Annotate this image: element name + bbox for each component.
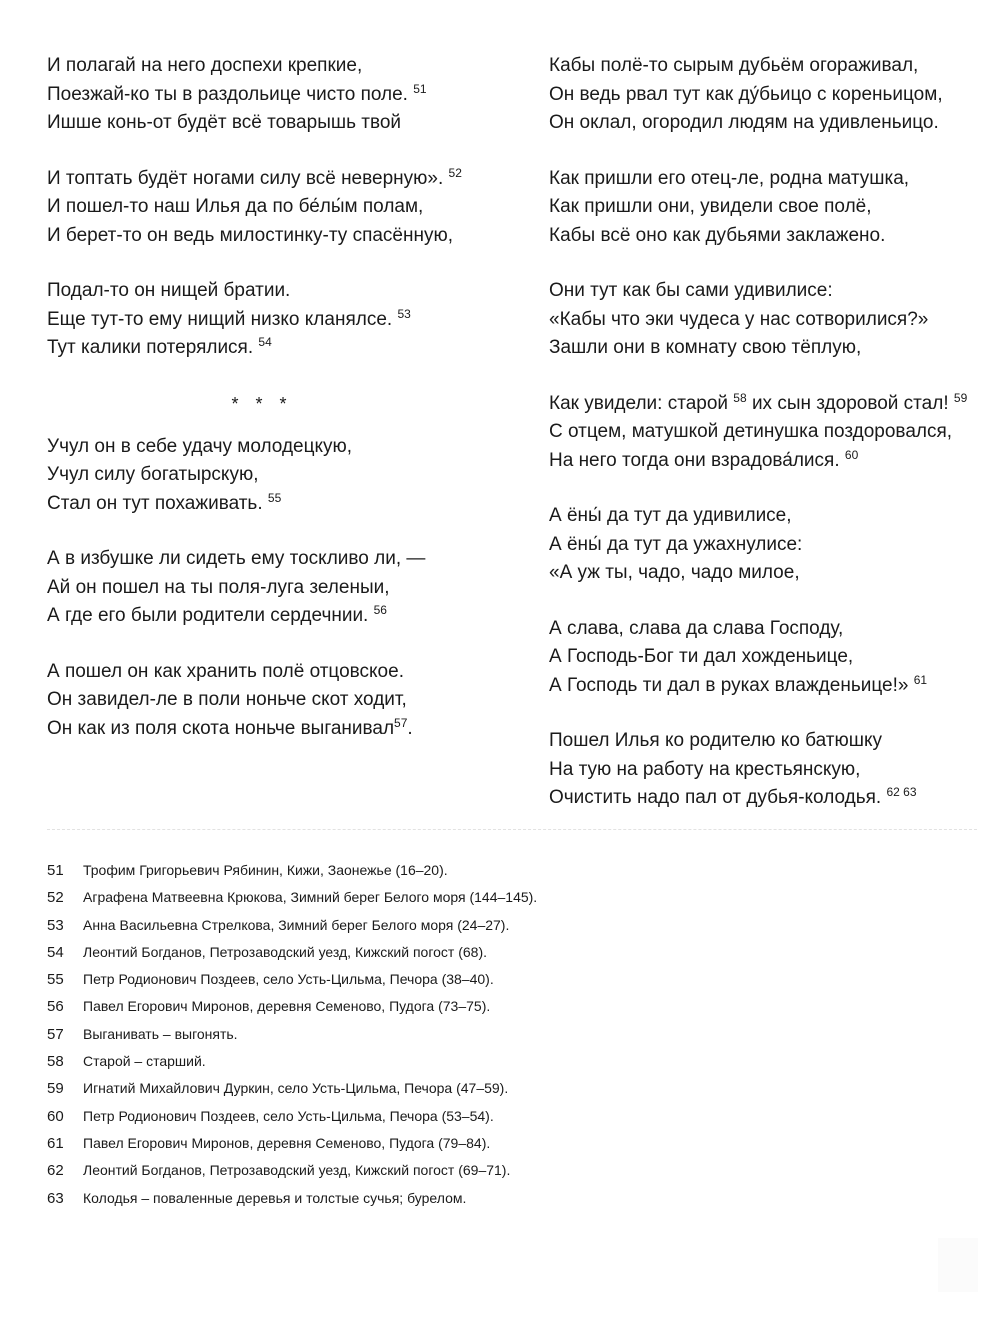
stanza: [47, 658, 497, 744]
footnote: [47, 1185, 947, 1212]
verse-line: «А уж ты, чадо, чадо милое,: [549, 562, 800, 583]
footnote-ref[interactable]: 59: [953, 390, 968, 405]
verse-line: И пошел-то наш Илья да по бе́лы́м полам,: [47, 196, 424, 217]
footnote-number: 58: [47, 1053, 64, 1071]
footnote-text: Аграфена Матвеевна Крюкова, Зимний берег Белого моря (144–145).: [83, 889, 538, 906]
footnote-ref[interactable]: 62 63: [886, 785, 917, 799]
footnote: [47, 939, 947, 966]
footnote-divider: [47, 829, 977, 830]
stanza: [549, 52, 989, 138]
stanza: [549, 277, 989, 363]
verse-line: «Кабы что эки чудеса у нас сотворилися?»: [549, 308, 929, 330]
footnote-ref[interactable]: 54: [258, 335, 272, 349]
footnote-number: 63: [47, 1189, 64, 1207]
stanza: [549, 390, 989, 476]
footnote-text: Леонтий Богданов, Петрозаводский уезд, Кижский погост (68).: [83, 943, 487, 960]
verse-line: Стал он тут похаживать. $^{55}$: [47, 490, 282, 514]
footnote-number: 52: [47, 889, 64, 907]
footnote: [47, 1021, 947, 1048]
verse-line: А пошел он как хранить полё отцовское.: [47, 660, 404, 682]
verse-line: Как пришли они, увидели свое полё,: [549, 196, 872, 217]
left-column: [47, 52, 497, 770]
footnote-text: Игнатий Михайлович Дуркин, село Усть-Цильма, Печора (47–59).: [83, 1080, 509, 1097]
footnote-text: Леонтий Богданов, Петрозаводский уезд, Кижский погост (69–71).: [83, 1162, 511, 1179]
footnote-number: 51: [47, 862, 64, 879]
stanza: [47, 165, 497, 251]
footnote-text: Старой – старший.: [83, 1053, 206, 1070]
verse-line: На тую на работу на крестьянскую,: [549, 758, 861, 780]
footnote-ref[interactable]: 60: [844, 447, 859, 462]
footnote-text: Петр Родионович Поздеев, село Усть-Цильма, Печора (53–54).: [83, 1107, 494, 1124]
verse-line: Учул он в себе удачу молодецкую,: [47, 435, 353, 457]
footnote-ref[interactable]: 57: [394, 715, 408, 730]
footnote-number: 53: [47, 916, 64, 934]
verse-line: Пошел Илья ко родителю ко батюшку: [549, 730, 882, 751]
verse-line: Зашли они в комнату свою тёплую,: [549, 337, 862, 358]
verse-line: Тут калики потерялися. $^{54}$: [47, 335, 272, 358]
footnote: [47, 966, 947, 993]
footnote-text: Трофим Григорьевич Рябинин, Кижи, Заонежье (16–20).: [83, 862, 448, 878]
footnote-ref[interactable]: 55: [267, 490, 282, 505]
verse-line: Кабы всё оно как дубьями заклажено.: [549, 224, 886, 246]
verse-line: Как пришли его отец-ле, родна матушка,: [549, 167, 910, 189]
verse-line: Ай он пошел на ты поля-луга зеленыи,: [47, 576, 390, 598]
footnote-ref[interactable]: 61: [913, 672, 928, 687]
footnote-text: Колодья – поваленные деревья и толстые сучья; бурелом.: [83, 1189, 467, 1206]
section-separator: * * *: [231, 393, 293, 414]
verse-line: Он оклал, огородил людям на удивленьицо.: [549, 112, 939, 133]
footnote: [47, 912, 947, 939]
page-corner-mark: [938, 1238, 978, 1292]
footnote-text: Петр Родионович Поздеев, село Усть-Цильма, Печора (38–40).: [83, 971, 494, 988]
stanza: [549, 502, 989, 588]
verse-line: Как увидели: старой $^{58}$ их сын здоровой стал! $^{59}$: [549, 390, 968, 414]
footnote-number: 61: [47, 1134, 64, 1152]
footnote-number: 60: [47, 1107, 64, 1125]
footnote: [47, 857, 947, 884]
footnote: [47, 993, 947, 1020]
stanza: [549, 615, 989, 701]
footnote: [47, 1048, 947, 1075]
verse-line: Ишше конь-от будёт всё товарышь твой: [47, 112, 402, 133]
footnote-text: Анна Васильевна Стрелкова, Зимний берег Белого моря (24–27).: [83, 916, 510, 933]
footnote: [47, 1075, 947, 1102]
stanza: [47, 433, 497, 519]
stanza: [549, 727, 989, 813]
footnote: [47, 1103, 947, 1130]
footnote-ref[interactable]: 56: [373, 603, 387, 617]
footnote: [47, 884, 947, 911]
verse-line: А в избушке ли сидеть ему тоскливо ли, —: [47, 548, 426, 569]
verse-line: Он ведь рвал тут как ду́бьицо с кореньицом,: [549, 83, 943, 105]
verse-line: И полагай на него доспехи крепкие,: [47, 55, 363, 76]
verse-line: А Господь ти дал в руках влажденьице!» $^{61}$: [549, 672, 928, 696]
verse-line: Кабы полё-то сырым дубьём огораживал,: [549, 55, 919, 76]
footnote-ref[interactable]: 51: [413, 81, 427, 96]
footnote-text: Выганивать – выгонять.: [83, 1025, 238, 1042]
verse-line: А слава, слава да слава Господу,: [549, 617, 844, 639]
stanza: [47, 52, 497, 138]
verse-line: И берет-то он ведь милостинку-ту спасённую,: [47, 224, 454, 246]
footnote-number: 62: [47, 1162, 64, 1180]
footnote-ref[interactable]: 53: [397, 306, 411, 321]
verse-line: А ёны́ да тут да ужахнулисе:: [549, 533, 803, 555]
footnote-number: 56: [47, 998, 64, 1016]
verse-line: Он как из поля скота ноньче выганивал$^{57}$.: [47, 715, 413, 739]
verse-line: Они тут как бы сами удивилисе:: [549, 280, 833, 301]
footnote-ref[interactable]: 52: [448, 165, 462, 180]
footnote-text: Павел Егорович Миронов, деревня Семеново, Пудога (73–75).: [83, 998, 491, 1015]
footnote-ref[interactable]: 58: [733, 390, 747, 405]
footnote-number: 57: [47, 1025, 64, 1043]
verse-line: Еще тут-то ему нищий низко кланялсе. $^{53}$: [47, 306, 411, 330]
footnotes: [47, 857, 947, 1212]
stanza: [47, 277, 497, 363]
footnote: [47, 1157, 947, 1184]
stanza: [549, 165, 989, 251]
verse-line: А Господь-Бог ти дал хожденьице,: [549, 646, 854, 667]
stanza: [47, 545, 497, 631]
verse-line: Очистить надо пал от дубья-колодья. $^{62 63}$: [549, 785, 917, 808]
right-column: [549, 52, 989, 840]
verse-line: Он завидел-ле в поли ноньче скот ходит,: [47, 689, 407, 710]
verse-line: С отцем, матушкой детинушка поздоровался,: [549, 421, 953, 442]
footnote-number: 55: [47, 971, 64, 989]
verse-line: И топтать будёт ногами силу всё неверную». $^{52}$: [47, 165, 462, 189]
footnote-number: 54: [47, 943, 64, 961]
verse-line: Поезжай-ко ты в раздольице чисто поле. $^{51}$: [47, 81, 427, 105]
verse-line: Учул силу богатырскую,: [47, 464, 259, 485]
footnote-number: 59: [47, 1080, 64, 1098]
verse-line: На него тогда они взрадова́лися. $^{60}$: [549, 447, 859, 471]
verse-line: А ёны́ да тут да удивилисе,: [549, 505, 792, 526]
footnote: [47, 1130, 947, 1157]
verse-line: Подал-то он нищей братии.: [47, 280, 291, 301]
verse-line: А где его были родители сердечнии. $^{56}$: [47, 603, 387, 626]
footnote-text: Павел Егорович Миронов, деревня Семеново, Пудога (79–84).: [83, 1134, 491, 1151]
